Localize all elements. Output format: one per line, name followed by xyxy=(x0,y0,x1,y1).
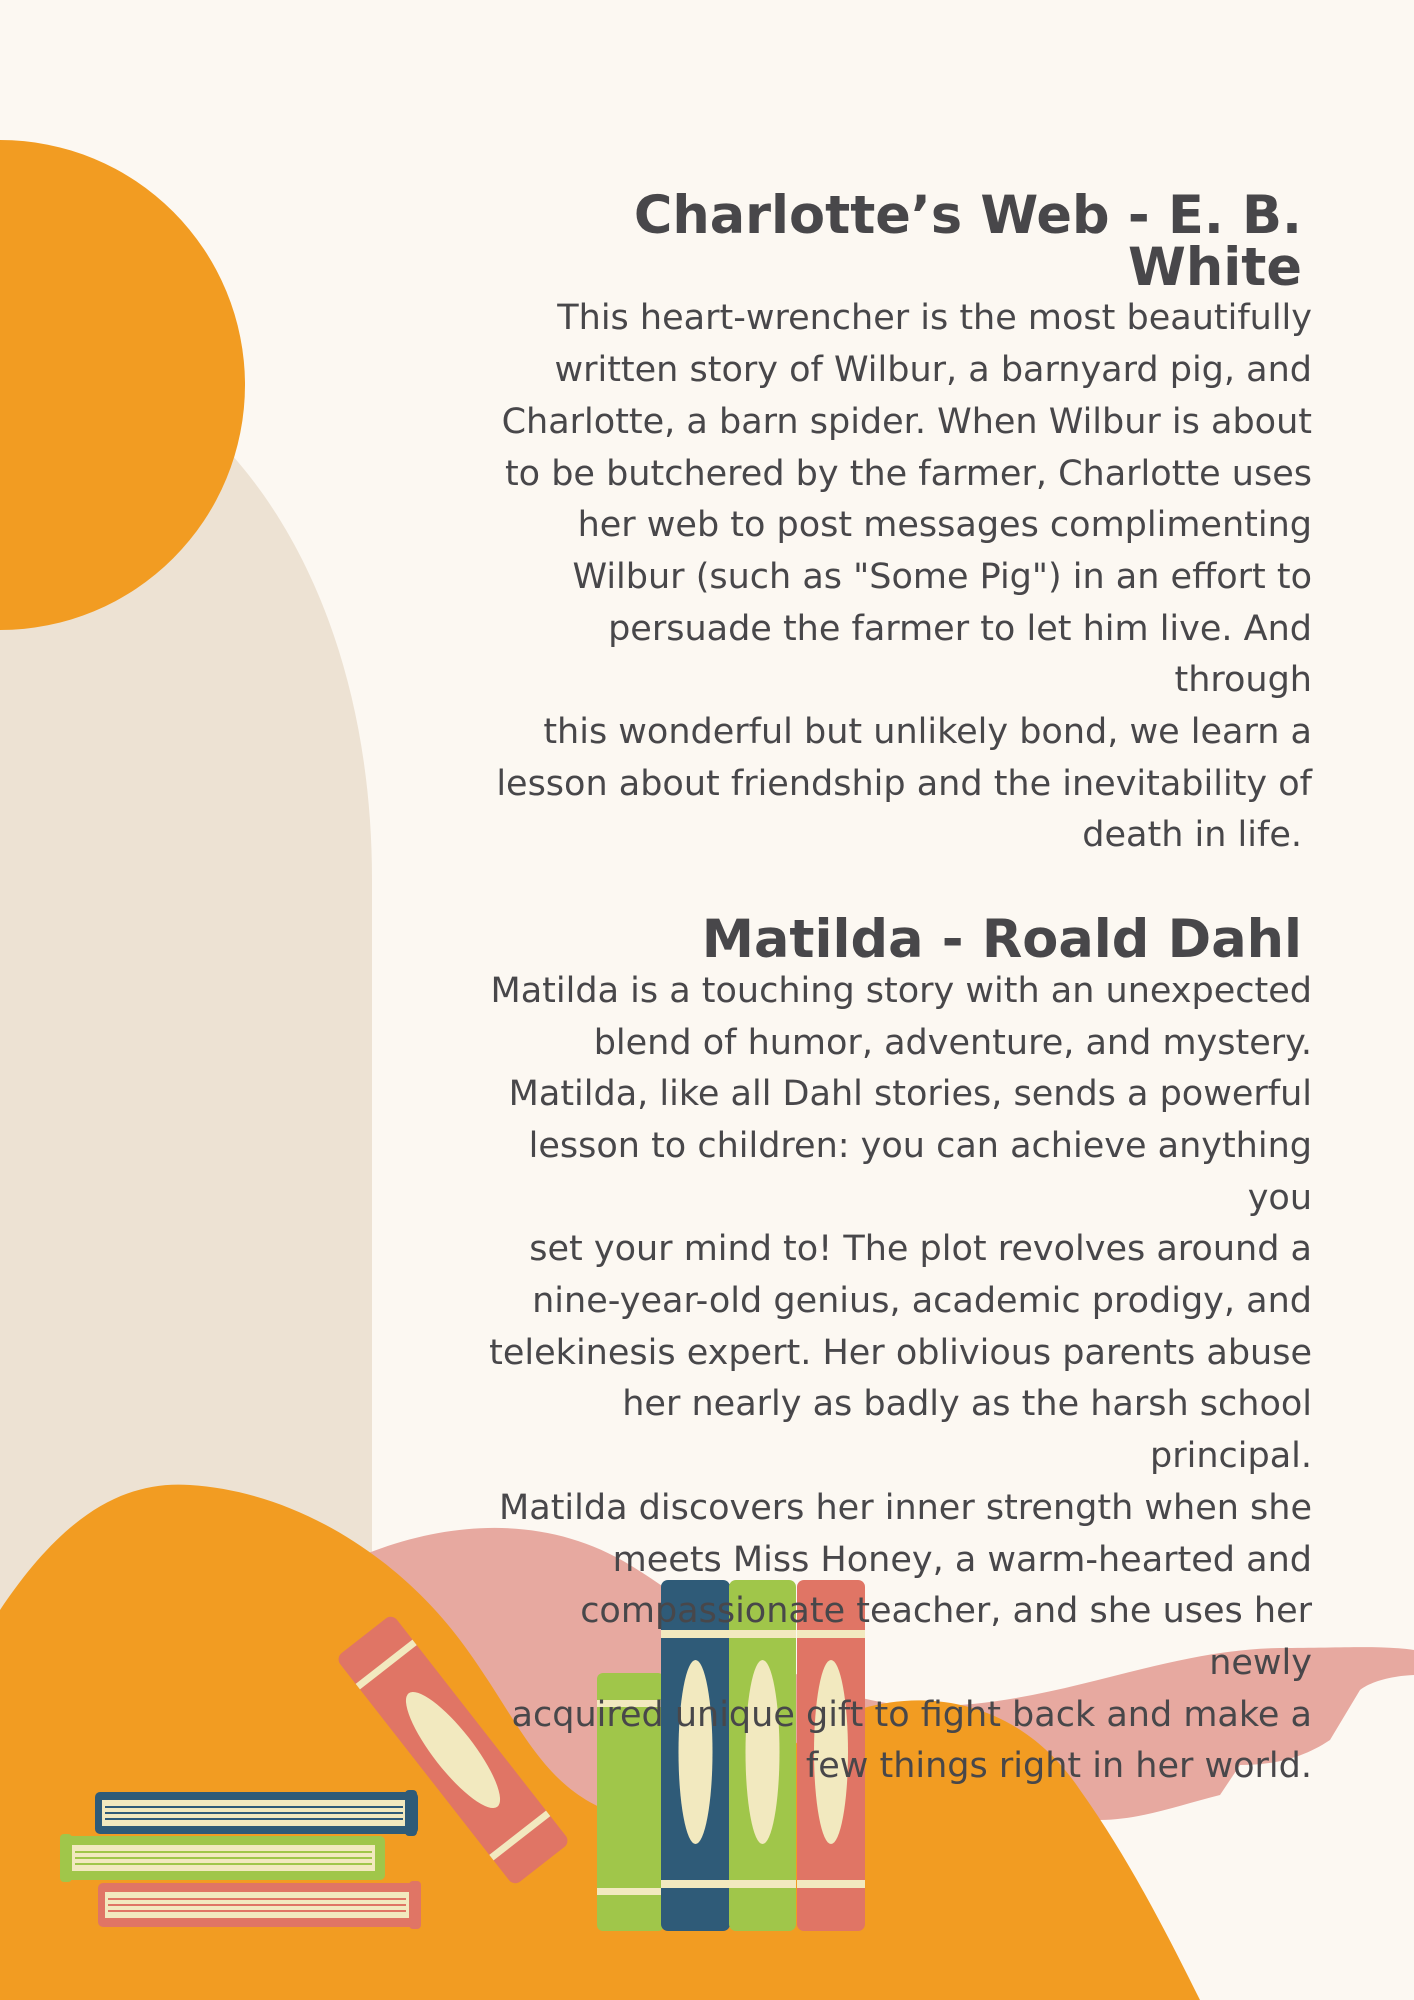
description-line: to be butchered by the farmer, Charlotte uses xyxy=(504,453,1312,494)
book-description xyxy=(480,966,1312,1793)
description-line: her nearly as badly as the harsh school principal. xyxy=(622,1384,1312,1477)
book-description xyxy=(480,293,1312,862)
book-reviews-column xyxy=(480,185,1312,1793)
description-line: This heart-wrencher is the most beautifully xyxy=(557,298,1312,339)
description-line: persuade the farmer to let him live. And through xyxy=(608,608,1312,701)
description-line: telekinesis expert. Her oblivious parents abuse xyxy=(489,1332,1312,1373)
stacked-books-icon xyxy=(60,1790,421,1929)
description-line: Charlotte, a barn spider. When Wilbur is about xyxy=(501,401,1312,442)
description-line: lesson to children: you can achieve anything you xyxy=(528,1125,1312,1218)
book-title: Matilda - Roald Dahl xyxy=(701,909,1302,971)
description-line: her web to post messages complimenting xyxy=(577,505,1312,546)
description-line: set your mind to! The plot revolves around a xyxy=(529,1229,1312,1270)
book-title: Charlotte’s Web - E. B. White xyxy=(633,185,1302,298)
description-line: lesson about friendship and the inevitability of xyxy=(496,763,1312,804)
book-review-matilda xyxy=(480,909,1312,1793)
description-line: death in life. xyxy=(1082,815,1302,856)
description-line: blend of humor, adventure, and mystery. xyxy=(593,1022,1312,1063)
description-line: Matilda, like all Dahl stories, sends a powerful xyxy=(508,1074,1312,1115)
description-line: this wonderful but unlikely bond, we learn a xyxy=(543,712,1312,753)
description-line: Wilbur (such as "Some Pig") in an effort to xyxy=(572,556,1312,597)
description-line: Matilda discovers her inner strength when she xyxy=(499,1487,1312,1528)
description-line: nine-year-old genius, academic prodigy, and xyxy=(532,1281,1312,1322)
description-line: few things right in her world. xyxy=(805,1746,1312,1787)
description-line: Matilda is a touching story with an unexpected xyxy=(490,970,1312,1011)
book-review-charlottes-web xyxy=(480,185,1312,862)
description-line: acquired unique gift to fight back and make a xyxy=(511,1694,1312,1735)
description-line: written story of Wilbur, a barnyard pig, and xyxy=(554,350,1312,391)
description-line: compassionate teacher, and she uses her newly xyxy=(580,1591,1312,1683)
description-line: meets Miss Honey, a warm-hearted and xyxy=(612,1539,1312,1580)
section-spacer xyxy=(480,862,1312,914)
